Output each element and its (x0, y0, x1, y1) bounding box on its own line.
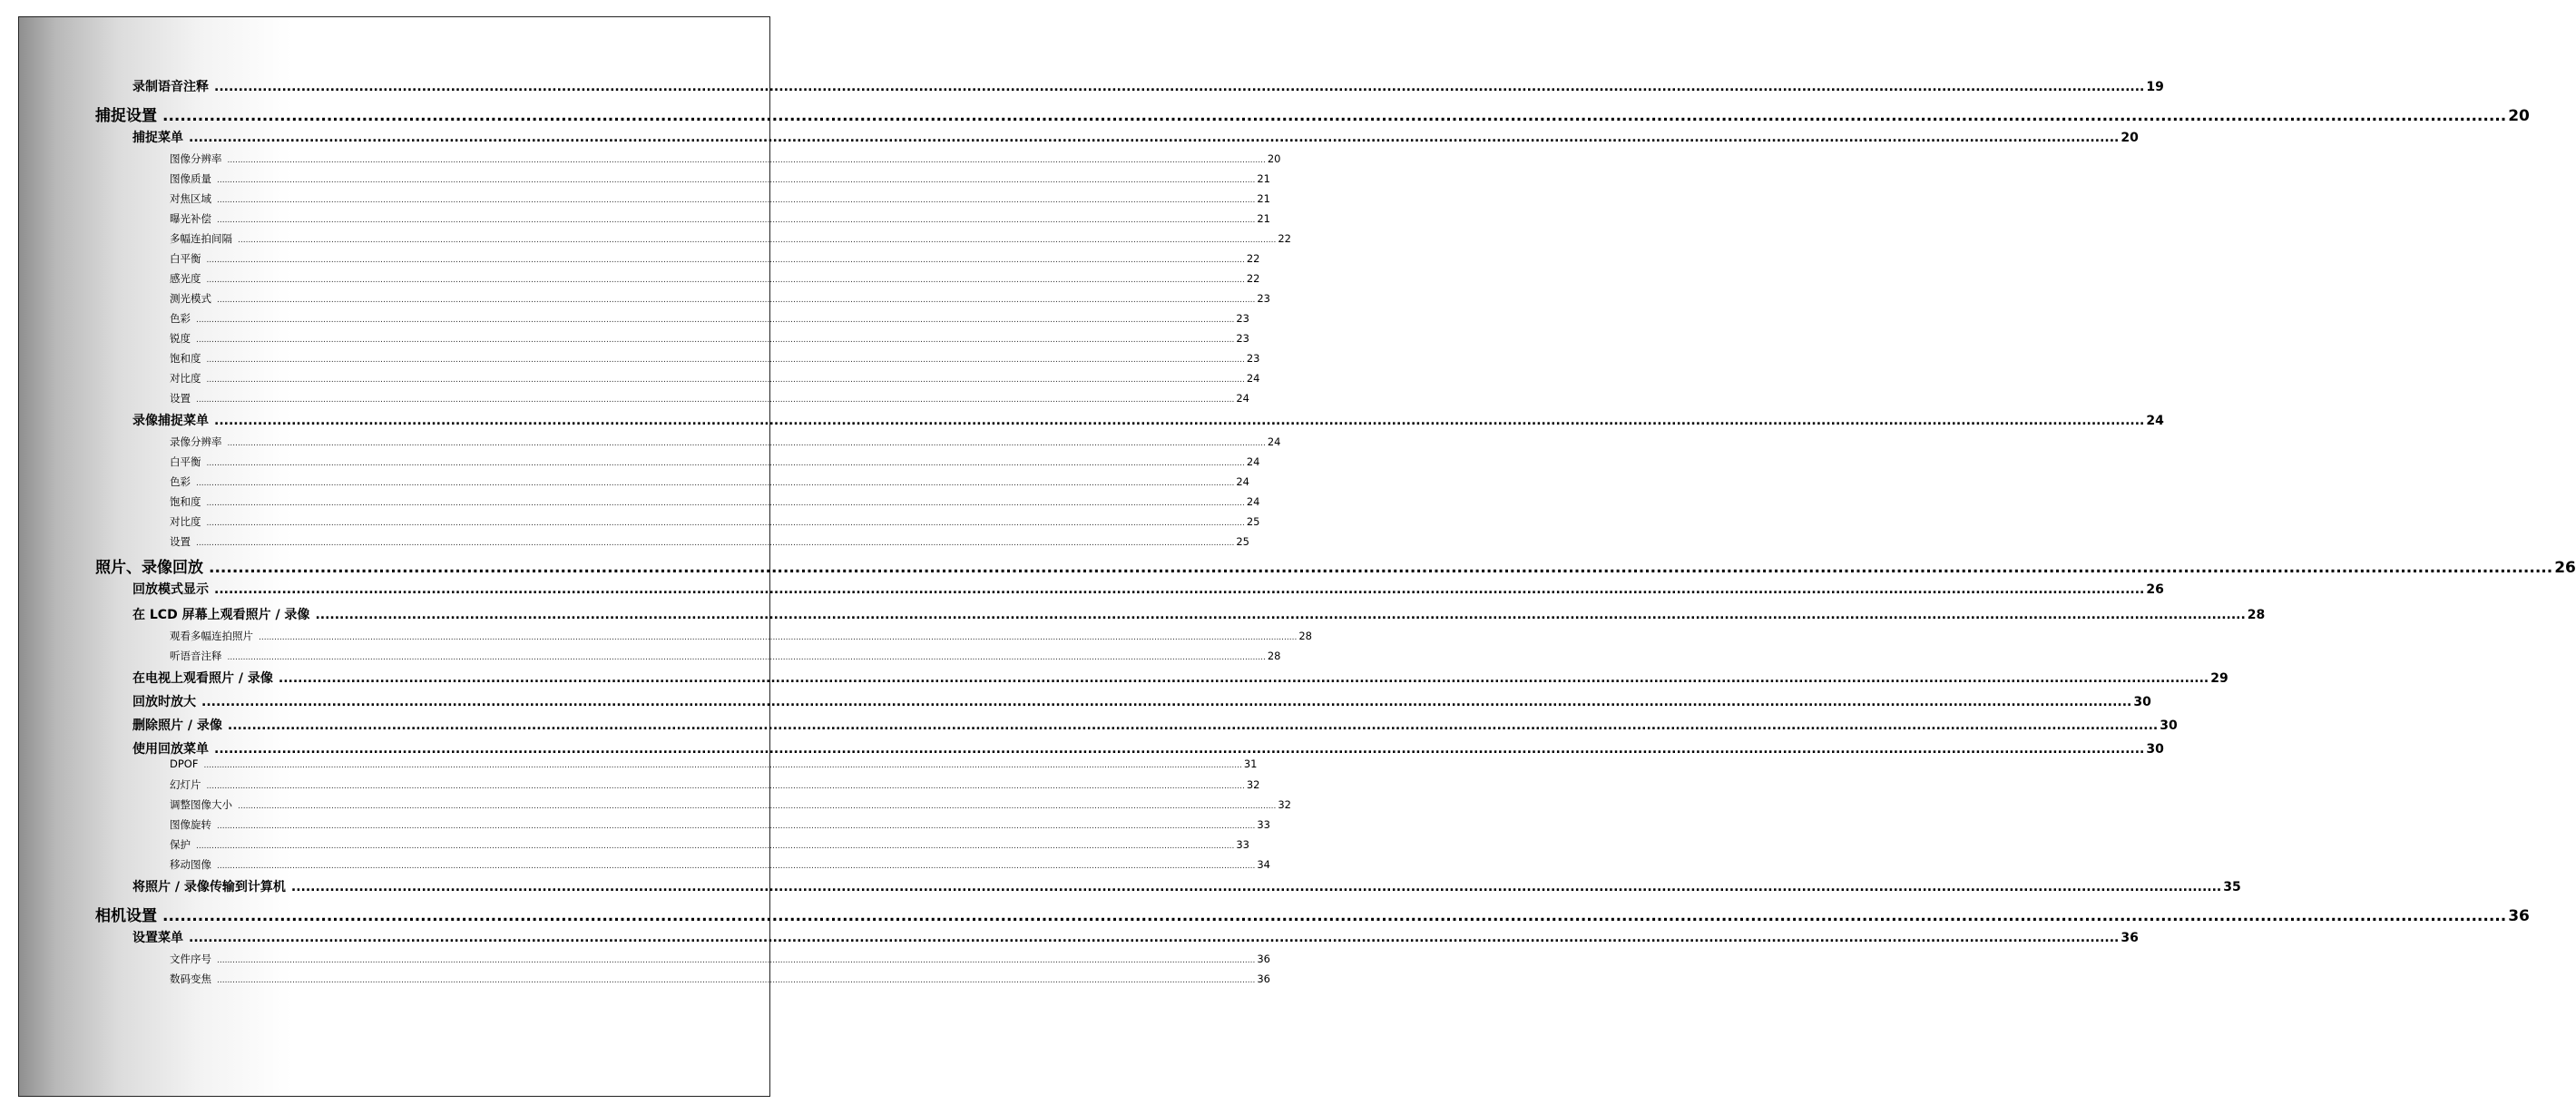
toc-dot-leader: ................................................................................................................................................................................................................................................................................................................................................................................................................ (217, 822, 1256, 831)
toc-entry-page-number: 20 (2508, 107, 2530, 125)
toc-entry-level3[interactable] (170, 231, 1291, 246)
toc-entry-level3[interactable] (170, 351, 1260, 366)
toc-entry-page-number: 21 (1257, 172, 1270, 185)
toc-entry-title: 回放时放大 (132, 695, 196, 709)
toc-dot-leader: ................................................................................................................................................................................................................................................................................................................................................................................................................ (206, 519, 1245, 528)
toc-entry-page-number: 24 (1246, 372, 1260, 385)
toc-entry-title: 使用回放菜单 (132, 742, 209, 757)
toc-entry-title: 色彩 (170, 312, 191, 325)
toc-entry-page-number: 30 (2160, 718, 2178, 733)
toc-dot-leader: ................................................................................................................................................................................................................................................................................................................................................................................................................ (206, 356, 1245, 365)
toc-entry-level3[interactable] (170, 311, 1249, 326)
toc-entry-level3[interactable] (170, 371, 1260, 386)
toc-dot-leader: ................................................................................................................................................................................................................................................................................................................................................................................................................ (214, 80, 2145, 94)
toc-entry-title: 将照片 / 录像传输到计算机 (132, 880, 286, 894)
toc-entry-title: 对比度 (170, 515, 201, 528)
toc-entry-page-number: 28 (1267, 650, 1281, 662)
toc-entry-page-number: 24 (1246, 455, 1260, 468)
toc-entry-page-number: 35 (2223, 880, 2241, 894)
toc-entry-title: 回放模式显示 (132, 582, 209, 597)
toc-entry-level3[interactable] (170, 837, 1249, 852)
toc-entry-title: 调整图像大小 (170, 798, 232, 811)
toc-entry-page-number: 22 (1278, 232, 1291, 245)
toc-entry-title: 白平衡 (170, 252, 201, 265)
toc-entry-page-number: 36 (1257, 953, 1270, 965)
toc-entry-level3[interactable] (170, 271, 1260, 286)
toc-entry-page-number: 34 (1257, 858, 1270, 871)
toc-entry-title: 录制语音注释 (132, 80, 209, 94)
toc-entry-level3[interactable] (170, 251, 1260, 266)
toc-dot-leader: ................................................................................................................................................................................................................................................................................................................................................................................................................ (206, 459, 1245, 468)
toc-dot-leader: ................................................................................................................................................................................................................................................................................................................................................................................................................ (196, 396, 1235, 405)
toc-entry-page-number: 23 (1257, 292, 1270, 305)
toc-entry-title: 图像分辨率 (170, 152, 222, 165)
toc-entry-title: 多幅连拍间隔 (170, 232, 232, 245)
toc-dot-leader: ................................................................................................................................................................................................................................................................................................................................................................................................................ (278, 671, 2209, 686)
table-of-contents (19, 17, 2576, 1096)
toc-entry-level1[interactable] (95, 554, 2576, 577)
toc-dot-leader: ................................................................................................................................................................................................................................................................................................................................................................................................................ (217, 956, 1256, 965)
toc-entry-title: 饱和度 (170, 495, 201, 508)
toc-entry-level1[interactable] (95, 903, 2530, 925)
toc-entry-level3[interactable] (170, 514, 1260, 529)
toc-dot-leader: ................................................................................................................................................................................................................................................................................................................................................................................................................ (196, 316, 1235, 325)
toc-entry-page-number: 24 (1236, 392, 1249, 405)
toc-entry-page-number: 36 (2121, 931, 2139, 945)
toc-entry-title: 饱和度 (170, 352, 201, 365)
toc-entry-level3[interactable] (170, 534, 1249, 549)
toc-dot-leader: ................................................................................................................................................................................................................................................................................................................................................................................................................ (206, 499, 1245, 508)
toc-entry-page-number: 21 (1257, 212, 1270, 225)
toc-entry-page-number: 24 (2146, 414, 2164, 428)
toc-entry-level2[interactable] (132, 77, 2164, 95)
toc-entry-level2[interactable] (132, 877, 2241, 895)
toc-entry-level3[interactable] (170, 291, 1270, 306)
toc-dot-leader: ................................................................................................................................................................................................................................................................................................................................................................................................................ (214, 414, 2145, 428)
toc-entry-title: 设置 (170, 535, 191, 548)
toc-dot-leader: ................................................................................................................................................................................................................................................................................................................................................................................................................ (315, 608, 2246, 622)
toc-entry-title: 色彩 (170, 475, 191, 488)
toc-entry-page-number: 32 (1278, 798, 1291, 811)
toc-entry-level3[interactable] (170, 191, 1270, 206)
toc-entry-level3[interactable] (170, 972, 1270, 986)
toc-entry-page-number: 23 (1236, 332, 1249, 345)
toc-entry-title: 对比度 (170, 372, 201, 385)
toc-dot-leader: ................................................................................................................................................................................................................................................................................................................................................................................................................ (206, 782, 1245, 791)
toc-dot-leader: ................................................................................................................................................................................................................................................................................................................................................................................................................ (217, 216, 1256, 225)
toc-entry-level3[interactable] (170, 151, 1281, 166)
toc-entry-level2[interactable] (132, 739, 2164, 757)
toc-entry-page-number: 28 (2247, 608, 2266, 622)
toc-entry-level3[interactable] (170, 435, 1281, 449)
toc-entry-title: 移动图像 (170, 858, 211, 871)
toc-entry-title: 录像捕捉菜单 (132, 414, 209, 428)
toc-entry-page-number: 30 (2133, 695, 2151, 709)
toc-entry-level3[interactable] (170, 952, 1270, 966)
toc-dot-leader: ................................................................................................................................................................................................................................................................................................................................................................................................................ (217, 196, 1256, 205)
toc-entry-title: 文件序号 (170, 953, 211, 965)
toc-dot-leader: ................................................................................................................................................................................................................................................................................................................................................................................................................ (259, 633, 1298, 642)
toc-dot-leader: ................................................................................................................................................................................................................................................................................................................................................................................................................ (214, 582, 2145, 597)
toc-entry-title: 幻灯片 (170, 778, 201, 791)
toc-entry-level3[interactable] (170, 391, 1249, 406)
toc-entry-level3[interactable] (170, 857, 1270, 872)
toc-entry-page-number: 24 (1267, 435, 1281, 448)
toc-entry-page-number: 25 (1246, 515, 1260, 528)
toc-dot-leader: ................................................................................................................................................................................................................................................................................................................................................................................................................ (227, 653, 1266, 662)
toc-entry-title: 曝光补偿 (170, 212, 211, 225)
toc-entry-level2[interactable] (132, 605, 2266, 623)
toc-dot-leader: ................................................................................................................................................................................................................................................................................................................................................................................................................ (162, 107, 2507, 125)
toc-entry-title: 设置菜单 (132, 931, 183, 945)
toc-entry-title: 感光度 (170, 272, 201, 285)
toc-entry-page-number: 20 (1267, 152, 1281, 165)
toc-dot-leader: ................................................................................................................................................................................................................................................................................................................................................................................................................ (196, 336, 1235, 345)
toc-entry-level2[interactable] (132, 716, 2178, 734)
toc-entry-page-number: 33 (1257, 818, 1270, 831)
toc-entry-page-number: 20 (2121, 131, 2139, 145)
toc-entry-title: 听语音注释 (170, 650, 222, 662)
toc-entry-title: 观看多幅连拍照片 (170, 630, 253, 642)
toc-entry-level3[interactable] (170, 757, 1258, 770)
toc-entry-page-number: 23 (1246, 352, 1260, 365)
toc-dot-leader: ................................................................................................................................................................................................................................................................................................................................................................................................................ (217, 862, 1256, 871)
page-frame (18, 16, 2576, 1097)
toc-entry-title: DPOF (170, 757, 199, 770)
toc-entry-level3[interactable] (170, 797, 1291, 812)
toc-entry-title: 删除照片 / 录像 (132, 718, 222, 733)
toc-entry-level3[interactable] (170, 777, 1260, 792)
toc-entry-title: 锐度 (170, 332, 191, 345)
toc-entry-level2[interactable] (132, 669, 2228, 687)
toc-entry-title: 测光模式 (170, 292, 211, 305)
toc-entry-page-number: 26 (2146, 582, 2164, 597)
toc-entry-level2[interactable] (132, 411, 2164, 429)
toc-entry-title: 捕捉菜单 (132, 131, 183, 145)
toc-entry-page-number: 26 (2554, 559, 2576, 577)
toc-dot-leader: ................................................................................................................................................................................................................................................................................................................................................................................................................ (238, 802, 1277, 811)
toc-entry-page-number: 30 (2146, 742, 2164, 757)
toc-entry-title: 在电视上观看照片 / 录像 (132, 671, 273, 686)
toc-entry-page-number: 22 (1246, 252, 1260, 265)
toc-entry-page-number: 23 (1236, 312, 1249, 325)
toc-entry-title: 在 LCD 屏幕上观看照片 / 录像 (132, 608, 310, 622)
toc-entry-title: 录像分辨率 (170, 435, 222, 448)
toc-dot-leader: ................................................................................................................................................................................................................................................................................................................................................................................................................ (203, 761, 1242, 770)
toc-entry-page-number: 28 (1298, 630, 1312, 642)
toc-entry-page-number: 29 (2210, 671, 2228, 686)
toc-entry-page-number: 32 (1246, 778, 1260, 791)
toc-dot-leader: ................................................................................................................................................................................................................................................................................................................................................................................................................ (227, 718, 2159, 733)
toc-dot-leader: ................................................................................................................................................................................................................................................................................................................................................................................................................ (238, 236, 1277, 245)
toc-entry-title: 照片、录像回放 (95, 559, 203, 577)
toc-dot-leader: ................................................................................................................................................................................................................................................................................................................................................................................................................ (217, 296, 1256, 305)
toc-entry-level2[interactable] (132, 128, 2139, 146)
toc-entry-page-number: 19 (2146, 80, 2164, 94)
toc-dot-leader: ................................................................................................................................................................................................................................................................................................................................................................................................................ (209, 559, 2553, 577)
toc-entry-title: 图像质量 (170, 172, 211, 185)
toc-dot-leader: ................................................................................................................................................................................................................................................................................................................................................................................................................ (196, 479, 1235, 488)
toc-entry-title: 图像旋转 (170, 818, 211, 831)
toc-entry-level3[interactable] (170, 649, 1281, 663)
toc-dot-leader: ................................................................................................................................................................................................................................................................................................................................................................................................................ (162, 907, 2507, 925)
toc-entry-page-number: 31 (1243, 757, 1258, 770)
toc-entry-page-number: 36 (1257, 972, 1270, 985)
toc-dot-leader: ................................................................................................................................................................................................................................................................................................................................................................................................................ (201, 695, 2132, 709)
toc-entry-level3[interactable] (170, 171, 1270, 186)
toc-entry-title: 捕捉设置 (95, 107, 157, 125)
toc-entry-page-number: 25 (1236, 535, 1249, 548)
toc-dot-leader: ................................................................................................................................................................................................................................................................................................................................................................................................................ (189, 931, 2120, 945)
toc-dot-leader: ................................................................................................................................................................................................................................................................................................................................................................................................................ (206, 376, 1245, 385)
toc-entry-page-number: 22 (1246, 272, 1260, 285)
toc-entry-page-number: 21 (1257, 192, 1270, 205)
toc-entry-title: 相机设置 (95, 907, 157, 925)
toc-dot-leader: ................................................................................................................................................................................................................................................................................................................................................................................................................ (206, 276, 1245, 285)
toc-entry-level3[interactable] (170, 629, 1312, 643)
toc-entry-title: 白平衡 (170, 455, 201, 468)
toc-entry-page-number: 24 (1236, 475, 1249, 488)
toc-dot-leader: ................................................................................................................................................................................................................................................................................................................................................................................................................ (189, 131, 2120, 145)
toc-entry-title: 对焦区域 (170, 192, 211, 205)
toc-dot-leader: ................................................................................................................................................................................................................................................................................................................................................................................................................ (206, 256, 1245, 265)
toc-entry-title: 保护 (170, 838, 191, 851)
toc-entry-title: 数码变焦 (170, 972, 211, 985)
toc-entry-level3[interactable] (170, 474, 1249, 489)
toc-dot-leader: ................................................................................................................................................................................................................................................................................................................................................................................................................ (196, 842, 1235, 851)
toc-entry-level3[interactable] (170, 817, 1270, 832)
toc-dot-leader: ................................................................................................................................................................................................................................................................................................................................................................................................................ (227, 439, 1266, 448)
toc-dot-leader: ................................................................................................................................................................................................................................................................................................................................................................................................................ (214, 742, 2145, 757)
toc-entry-level2[interactable] (132, 928, 2139, 946)
toc-entry-page-number: 36 (2508, 907, 2530, 925)
toc-entry-level3[interactable] (170, 454, 1260, 469)
toc-dot-leader: ................................................................................................................................................................................................................................................................................................................................................................................................................ (196, 539, 1235, 548)
toc-entry-level3[interactable] (170, 211, 1270, 226)
toc-entry-level2[interactable] (132, 580, 2164, 598)
toc-dot-leader: ................................................................................................................................................................................................................................................................................................................................................................................................................ (290, 880, 2222, 894)
toc-entry-page-number: 33 (1236, 838, 1249, 851)
toc-entry-page-number: 24 (1246, 495, 1260, 508)
toc-entry-level3[interactable] (170, 331, 1249, 346)
toc-dot-leader: ................................................................................................................................................................................................................................................................................................................................................................................................................ (217, 176, 1256, 185)
toc-entry-level2[interactable] (132, 692, 2151, 710)
toc-entry-level3[interactable] (170, 494, 1260, 509)
toc-entry-title: 设置 (170, 392, 191, 405)
toc-dot-leader: ................................................................................................................................................................................................................................................................................................................................................................................................................ (227, 156, 1266, 165)
toc-entry-level1[interactable] (95, 103, 2530, 125)
toc-dot-leader: ................................................................................................................................................................................................................................................................................................................................................................................................................ (217, 976, 1256, 985)
